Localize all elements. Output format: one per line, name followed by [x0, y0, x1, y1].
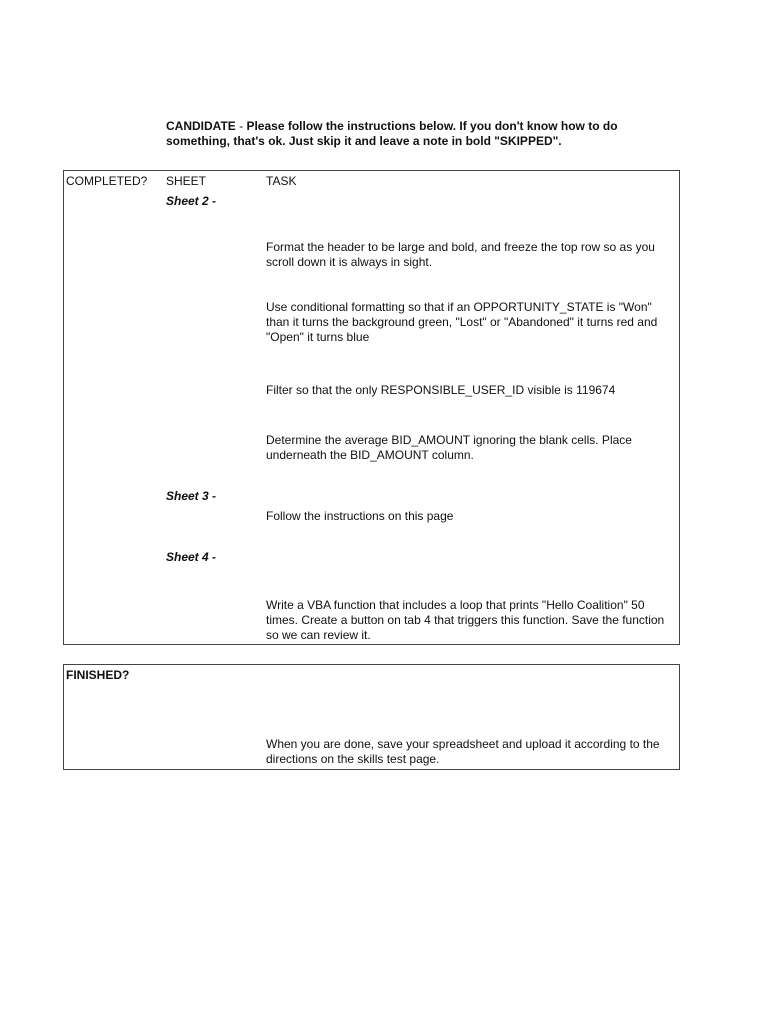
task-average: Determine the average BID_AMOUNT ignoring the blank cells. Place underneath the BID_AMOUNT column. [266, 433, 632, 462]
task-follow-instructions: Follow the instructions on this page [266, 509, 454, 523]
header-task: TASK [266, 174, 297, 188]
intro-text: Please follow the instructions below. If you don't know how to do something, that's ok. Just skip it and leave a note in bold "SKIPPED". [166, 119, 618, 148]
task-conditional-formatting: Use conditional formatting so that if an OPPORTUNITY_STATE is "Won" than it turns the background green, "Lost" or "Abandoned" it turns red and "Open" it turns blue [266, 300, 658, 344]
sheet-3-label: Sheet 3 - [166, 489, 217, 503]
intro-instructions [166, 119, 666, 149]
intro-dash: - [235, 119, 247, 133]
finished-label: FINISHED? [66, 668, 130, 682]
intro-prefix: CANDIDATE [166, 119, 236, 133]
task-header-format: Format the header to be large and bold, and freeze the top row so as you scroll down it is always in sight. [266, 240, 655, 269]
header-completed: COMPLETED? [66, 174, 148, 188]
sheet-4-label: Sheet 4 - [166, 550, 217, 564]
finish-instructions: When you are done, save your spreadsheet and upload it according to the directions on the skills test page. [266, 737, 660, 766]
header-sheet: SHEET [166, 174, 207, 188]
task-filter: Filter so that the only RESPONSIBLE_USER_ID visible is 119674 [266, 383, 616, 397]
sheet-2-label: Sheet 2 - [166, 194, 217, 208]
task-vba: Write a VBA function that includes a loop that prints "Hello Coalition" 50 times. Create a button on tab 4 that triggers this function. Save the function so we can review it. [266, 598, 665, 642]
